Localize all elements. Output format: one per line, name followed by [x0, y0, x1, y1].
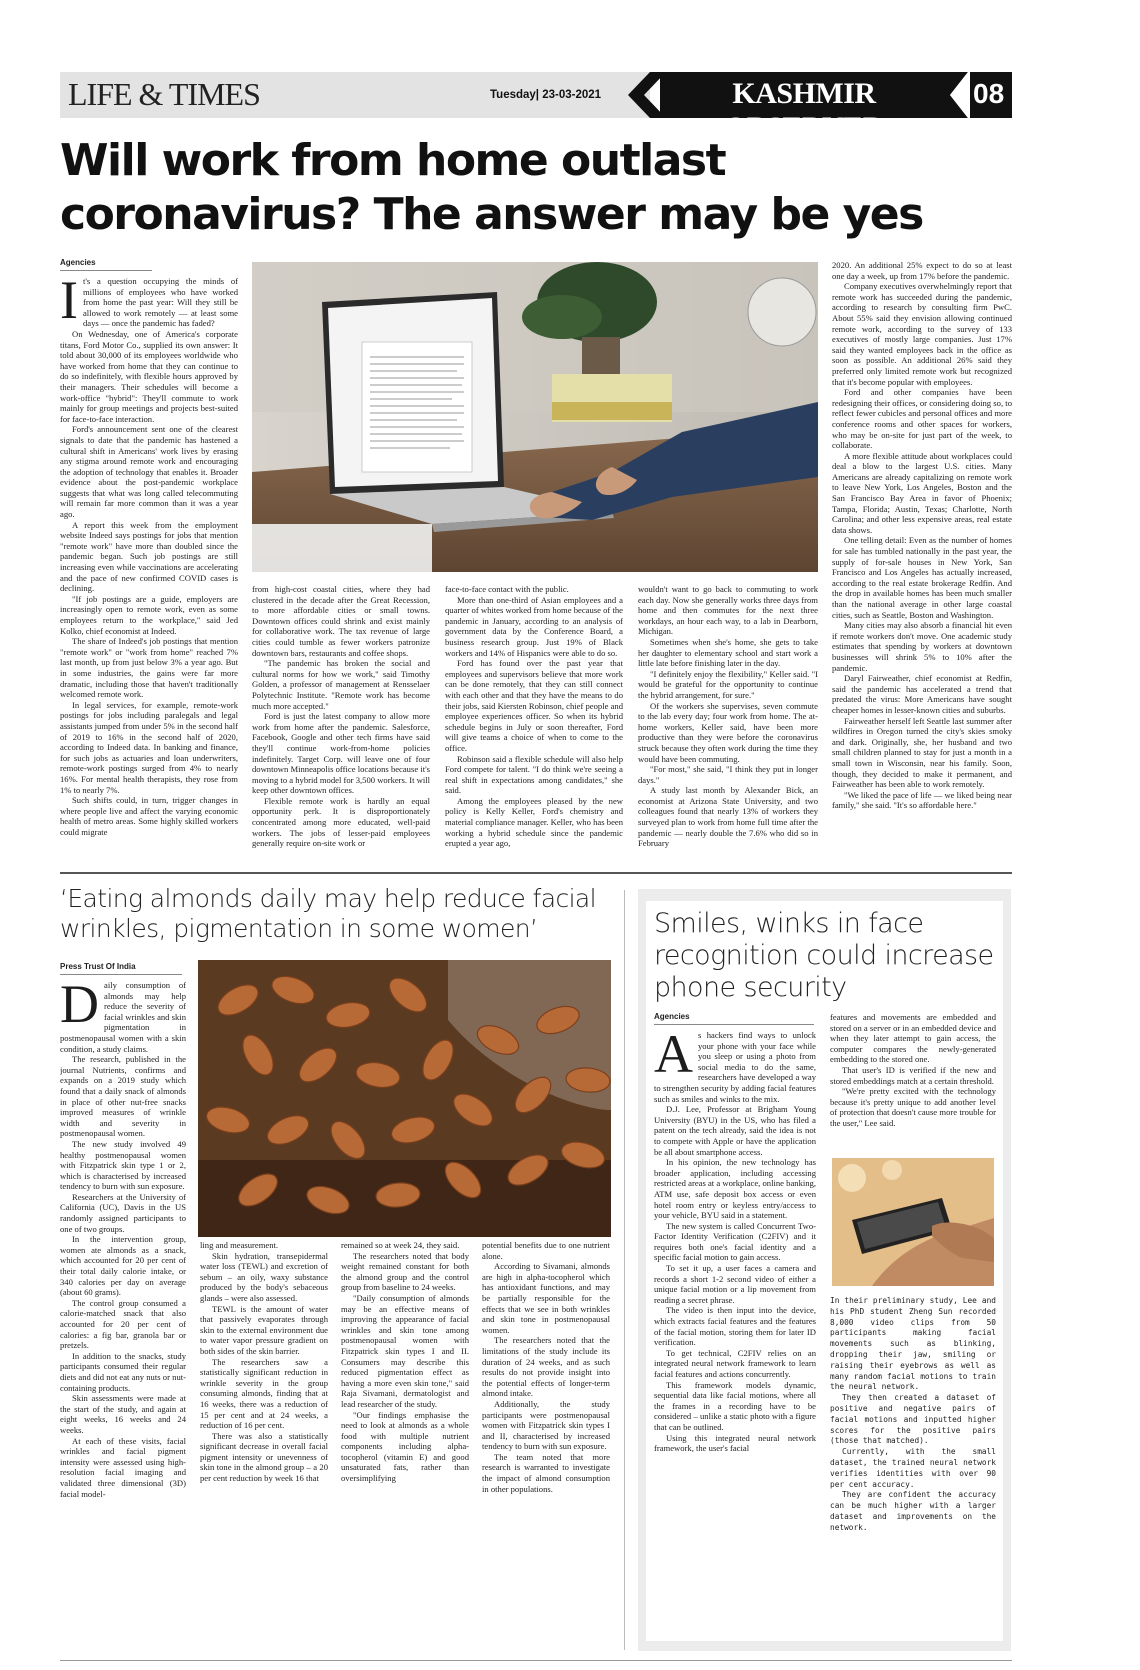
story3-col1-para: The new system is called Concurrent Two-Factor Identity Verification (C2FIV) and it requires both one's facial identity and a specific facial motion to gain access. — [654, 1220, 816, 1263]
story2-col4-para: potential benefits due to one nutrient alone. — [482, 1240, 610, 1261]
story1-col2-para: "The pandemic has broken the social and cultural norms for how we work," said Timothy Golden, a professor of management at Rensselaer Polytechnic Institute. "Remote work has become much more accepted." — [252, 658, 430, 711]
story1-col5-para: One telling detail: Even as the number of homes for sale has tumbled nationally in the past year, the supply of for-sale houses in New York, San Francisco and Los Angeles has actually increased, according to the real estate brokerage Redfin. And the drop in available homes has been much smaller than the national average in other large coastal cities, such as Seattle, Boston and Washington. — [832, 535, 1012, 620]
column-divider — [624, 890, 625, 1650]
story2-col1-para: In addition to the snacks, study participants consumed their regular diets and did not eat any nuts or nut-containing products. — [60, 1350, 186, 1393]
story3-headline-line1: Smiles, winks in face — [654, 908, 924, 939]
story1-col5-para: Fairweather herself left Seattle last summer after wildfires in Oregon turned the city's skies smoky and dark. Originally, she, her husband and two small children planned to stay for just a month in a small town in Wisconsin, near his family. Soon, though, they decided to make it permanent, and Fairweather has been able to work remotely. — [832, 715, 1012, 790]
story2-headline-line1: ‘Eating almonds daily may help reduce facial — [60, 884, 597, 913]
story1-photo — [252, 262, 818, 572]
story3-col2-para: Currently, with the small dataset, the trained neural network verifies identities with over 90 per cent accuracy. — [830, 1447, 996, 1489]
story1-headline-line2: coronavirus? The answer may be yes — [60, 189, 923, 240]
story2-col1 — [60, 980, 186, 1652]
story1-col4-para: "I definitely enjoy the flexibility," Keller said. "I would be grateful for the opportunity to continue the hybrid arrangement, for sure." — [638, 668, 818, 700]
story3-photo — [832, 1158, 994, 1286]
story2-dropcap: D — [60, 980, 99, 1034]
story2-col4-para: The team noted that more research is warranted to investigate the impact of almond consumption in other populations. — [482, 1451, 610, 1494]
story2-col4-para: The researchers noted that the limitations of the study include its duration of 24 weeks, and as such results do not provide insight into the potential effects of longer-term almond intake. — [482, 1335, 610, 1399]
story3-col1-para: To set it up, a user faces a camera and records a short 1-2 second video of either a unique facial motion or a lip movement from reading a secret phrase. — [654, 1263, 816, 1305]
story1-col1-para: In legal services, for example, remote-work postings for jobs including paralegals and legal assistants jumped from under 5% in the second half of 2019 to 16% in the second half of 2020, according to Indeed data. In banking and finance, for such jobs as actuaries and loan underwriters, remote-work postings surged from 4% to nearly 16%. For mental health therapists, they rose from 1% to nearly 7%. — [60, 699, 238, 795]
story2-col4 — [482, 1240, 610, 1652]
story1-col5-para: Many cities may also absorb a financial hit even if remote workers don't move. One academic study estimates that spending by workers at downtown businesses will shrink 5% to 10% after the pandemic. — [832, 620, 1012, 673]
story3-headline-line3: phone security — [654, 972, 847, 1003]
story1-col1-para: On Wednesday, one of America's corporate titans, Ford Motor Co., supplied its own answer: It told about 30,000 of its employees worldwide who have worked from home that they can continue to do so indefinitely, with flexible hours approved by their managers. Their schedules will become a work-office "hybrid": They'll commute to work mainly for group meetings and projects best-suited for face-to-face interaction. — [60, 328, 238, 424]
story3-dropcap: A — [654, 1030, 693, 1084]
story1-col4-para: "For most," she said, "I think they put in longer days." — [638, 764, 818, 785]
story1-col2-para: Ford is just the latest company to allow more work from home after the pandemic. Salesforce, Facebook, Google and other tech firms have said they'll continue work-from-home policies indefinitely. Target Corp. will leave one of four downtown Minneapolis office locations because it's moving to a hybrid model for 3,500 workers. It will keep other downtown offices. — [252, 711, 430, 796]
story3-col2-para: "We're pretty excited with the technology because it's pretty unique to add another level of protection that doesn't cause more trouble for the user," Lee said. — [830, 1086, 996, 1128]
story1-col1-para: t's a question occupying the minds of millions of employees who have worked from home the past year: Will they still be allowed to work remotely — at least some days — once the pandemic has faded? — [82, 276, 238, 329]
story1-col4-para: wouldn't want to go back to commuting to work each day. Now she generally works three days from home and then commutes for the next three workdays, an hour each way, to a lab in Dearborn, Michigan. — [638, 584, 818, 637]
story1-col3 — [445, 584, 623, 878]
story1-col5 — [832, 260, 1012, 878]
page-number: 08 — [973, 78, 1005, 109]
story2-col3-para: "Daily consumption of almonds may be an effective means of improving the appearance of facial wrinkles and skin tone among postmenopausal women with Fitzpatrick skin types I and II. Consumers may describe this reduced pigmentation effect as having a more even skin tone," said Raja Sivamani, dermatologist and lead researcher of the study. — [341, 1292, 469, 1409]
story2-photo — [198, 960, 611, 1237]
story2-col2 — [200, 1240, 328, 1652]
story3-col2-para: They then created a dataset of positive and negative pairs of facial motions and inputted higher scores for the positive pairs (those that matched). — [830, 1393, 996, 1446]
story1-col3-para: Among the employees pleased by the new policy is Kelly Keller, Ford's chemistry and material compliance manager. Keller, who has been working a hybrid schedule since the pandemic erupted a year ago, — [445, 795, 623, 849]
story2-col4-para: According to Sivamani, almonds are high in alpha-tocopherol which has antioxidant functions, and may be partially responsible for the effects that we see in both wrinkles and skin tone in postmenopausal women. — [482, 1261, 610, 1335]
story1-col4-para: A study last month by Alexander Bick, an economist at Arizona State University, and two colleagues found that nearly 13% of workers they surveyed plan to work from home full time after the pandemic — nearly double the 7.6% who did so in February — [638, 785, 818, 849]
story2-col1-para: The new study involved 49 healthy postmenopausal women with Fitzpatrick skin type 1 or 2, which is characterised by increased tendency to burn with sun exposure. — [60, 1138, 186, 1192]
smartphone-photo-icon — [832, 1158, 994, 1286]
story3-col2-bottom — [830, 1296, 996, 1638]
story2-col2-para: TEWL is the amount of water that passively evaporates through skin to the external environment due to water vapor pressure gradient on both sides of the skin barrier. — [200, 1303, 328, 1356]
story1-col5-para: 2020. An additional 25% expect to do so at least one day a week, up from 17% before the pandemic. — [832, 260, 1012, 281]
story1-col5-para: Ford and other companies have been redesigning their offices, or considering doing so, to reflect fewer cubicles and personal offices and more conference rooms and other spaces for workers, who may be on-site for just part of the week, to collaborate. — [832, 387, 1012, 451]
story2-col3 — [341, 1240, 469, 1652]
story2-col3-para: remained so at week 24, they said. — [341, 1240, 460, 1250]
story2-col3-para: The researchers noted that body weight remained constant for both the almond group and the control group from baseline to 24 weeks. — [341, 1250, 469, 1293]
page-bottom-rule — [60, 1660, 1012, 1661]
story2-col2-para: Skin hydration, transepidermal water loss (TEWL) and excretion of sebum – an oily, waxy substance produced by the body's sebaceous glands – were also assessed. — [200, 1250, 328, 1303]
section-title: LIFE & TIMES — [68, 76, 260, 112]
story1-col5-para: Company executives overwhelmingly report that remote work has succeeded during the pandemic, according to research by consulting firm PwC. About 55% said they envision allowing continued remote work, according to the survey of 133 executives of mostly large companies. Just 17% said they wanted employees back in the office as soon as possible. An additional 26% said they preferred only limited remote work but recognized that it's become popular with employees. — [832, 281, 1012, 387]
story2-headline — [60, 884, 620, 944]
story2-col1-para: Skin assessments were made at the start of the study, and again at eight weeks, 16 weeks and 24 weeks. — [60, 1393, 186, 1435]
story1-headline — [60, 134, 1040, 242]
story2-byline: Press Trust Of India — [60, 962, 182, 975]
story3-col1 — [654, 1030, 816, 1638]
story1-col1 — [60, 276, 238, 878]
story1-col4-para: Sometimes when she's home, she gets to take her daughter to elementary school and start work a little late before finishing later in the day. — [638, 636, 818, 669]
story1-col2-para: from high-cost coastal cities, where they had clustered in the decade after the Great Recession, to more affordable cities or small towns. Downtown offices could shrink and exist mainly for collaborative work. The tax revenue of large cities could tumble as fewer workers patronize downtown bars, restaurants and coffee shops. — [252, 584, 430, 658]
story3-headline-line2: recognition could increase — [654, 940, 994, 971]
story2-col2-para: ling and measurement. — [200, 1240, 279, 1250]
story3-col1-para: To get technical, C2FIV relies on an integrated neural network framework to learn facial features and actions concurrently. — [654, 1347, 816, 1379]
story1-col1-para: A report this week from the employment website Indeed says postings for jobs that mention "remote work" have more than doubled since the pandemic began. Such job postings are still increasing even while vaccinations are accelerating and the pace of new confirmed COVID cases is declining. — [60, 519, 238, 594]
story2-col1-para: At each of these visits, facial wrinkles and facial pigment intensity were assessed using high-resolution facial imaging and validated three dimensional (3D) facial model- — [60, 1435, 186, 1499]
story2-headline-line2: wrinkles, pigmentation in some women’ — [60, 914, 538, 943]
story1-col3-para: face-to-face contact with the public. — [445, 584, 569, 594]
story2-col1-para: aily consumption of almonds may help reduce the severity of facial wrinkles and skin pigmentation in postmenopausal women with a skin condition, a study claims. — [60, 980, 186, 1054]
story1-dropcap: I — [60, 276, 78, 330]
story1-col5-para: Daryl Fairweather, chief economist at Redfin, said the pandemic has accelerated a trend that predated the virus: More Americans have sought cheaper homes in lesser-known cities and suburbs. — [832, 673, 1012, 715]
story3-col1-para: D.J. Lee, Professor at Brigham Young University (BYU) in the US, who has filed a patent on the tech already, said the idea is not to compete with Apple or have the application be all about smartphone access. — [654, 1104, 816, 1157]
story3-headline — [654, 908, 1004, 1004]
story1-col5-para: A more flexible attitude about workplaces could deal a blow to the largest U.S. cities. Many Americans are already capitalizing on remote work to leave New York, Los Angeles, Boston and the San Francisco Bay Area in favor of Phoenix; Tampa, Florida; Austin, Texas; Charlotte, North Carolina; and other less expensive areas, real estate data shows. — [832, 450, 1012, 535]
story1-col1-para: "If job postings are a guide, employers are increasingly open to remote work, even as some employees return to the workplace," said Jed Kolko, chief economist at Indeed. — [60, 593, 238, 636]
story1-col1-para: The share of Indeed's job postings that mention "remote work" or "work from home" reached 7% last month, up from just below 3% a year ago. But in some industries, the gains were far more dramatic, including those that haven't traditionally welcomed remote work. — [60, 636, 238, 700]
story3-col2-top — [830, 1012, 996, 1152]
story2-col1-para: The research, published in the journal Nutrients, confirms and expands on a 2019 study which found that a daily snack of almonds in place of other nut-free snacks improved measures of wrinkle width and severity in postmenopausal women. — [60, 1054, 186, 1139]
masthead — [60, 72, 1012, 144]
story3-col1-para: s hackers find ways to unlock your phone with your face while you sleep or using a photo from social media to do the same, researchers have developed a way to strengthen security by adding facial features such as smiles and winks to the mix. — [654, 1030, 816, 1104]
story1-col4-para: Of the workers she supervises, seven commute to the lab every day; four work from home. The at-home workers, Keller said, have been more productive than they were before the coronavirus struck because they often work during the time they would have been commuting. — [638, 700, 818, 764]
almonds-photo-icon — [198, 960, 611, 1237]
story1-col3-para: More than one-third of Asian employees and a quarter of whites worked from home because of the pandemic in January, according to an analysis of government data by the Conference Board, a business research group. Just 19% of Black workers and 14% of Hispanics were able to do so. — [445, 594, 623, 658]
story1-col2 — [252, 584, 430, 878]
story3-col1-para: This framework models dynamic, sequential data like facial motions, where all the frames in a recording have to be considered – unlike a static photo with a figure that can be outlined. — [654, 1379, 816, 1432]
story3-col1-para: In his opinion, the new technology has broader application, including accessing restricted areas at a workplace, online banking, ATM use, safe deposit box access or even hotel room entry or keyless entry/access to your vehicle, BYU said in a statement. — [654, 1157, 816, 1221]
story1-col3-para: Ford has found over the past year that employees and supervisors believe that more work can be done remotely, that they can still connect with each other and that they have the means to do their jobs, said Kiersten Robinson, chief people and employee experiences officer. So when its hybrid schedule begins in July or soon thereafter, Ford will give teams a choice of when to come to the office. — [445, 658, 623, 753]
story2-col1-para: The control group consumed a calorie-matched snack that also accounted for 20 per cent of calories: a fig bar, granola bar or pretzels. — [60, 1297, 186, 1351]
story3-col2-para: In their preliminary study, Lee and his PhD student Zheng Sun recorded 8,000 video clips from 50 participants making facial movements such as blinking, dropping their jaw, smiling or raising their eyebrows as well as many random facial motions to train the neural network. — [830, 1296, 996, 1392]
story3-col2-para: They are confident the accuracy can be much higher with a larger dataset and improvements on the network. — [830, 1490, 996, 1532]
issue-date: Tuesday| 23-03-2021 — [490, 89, 602, 101]
story2-col2-para: There was also a statistically significant decrease in overall facial pigment intensity or unevenness of skin tone in the almond group – a 20 per cent reduction by week 16 that — [200, 1430, 328, 1484]
paper-name: KASHMIR OBSERVER — [724, 77, 884, 144]
story2-col2-para: The researchers saw a statistically significant reduction in wrinkle severity in the group consuming almonds, finding that at 16 weeks, there was a reduction of 15 per cent and at 24 weeks, a reduction of 16 per cent. — [200, 1356, 328, 1431]
story1-col3-para: Robinson said a flexible schedule will also help Ford compete for talent. "I do think we're seeing a real shift in expectations among candidates," she said. — [445, 753, 623, 796]
section-divider — [60, 872, 1012, 874]
story1-col5-para: "We liked the pace of life — we liked being near family," she said. "It's so affordable here." — [832, 789, 1012, 811]
story1-col1-para: Such shifts could, in turn, trigger changes in where people live and affect the varying economic health of metro areas. Some highly skilled workers could migrate — [60, 795, 238, 837]
story1-headline-line1: Will work from home outlast — [60, 135, 726, 186]
story3-col1-para: Using this integrated neural network framework, the user's facial — [654, 1432, 816, 1454]
story2-col4-para: Additionally, the study participants were postmenopausal women with Fitzpatrick skin types I and II, characterised by increased tendency to burn with sun exposure. — [482, 1398, 610, 1452]
story3-col1-para: The video is then input into the device, which extracts facial features and the features of the facial motion, storing them for later ID verification. — [654, 1305, 816, 1348]
story2-col1-para: Researchers at the University of California (UC), Davis in the US randomly assigned participants to one of two groups. — [60, 1191, 186, 1234]
story1-byline: Agencies — [60, 258, 152, 271]
laptop-photo-icon — [252, 262, 818, 572]
story1-col4 — [638, 584, 818, 878]
story1-col2-para: Flexible remote work is hardly an equal opportunity perk. It is disproportionately concentrated among more educated, well-paid workers. The jobs of lesser-paid employees generally require on-site work or — [252, 795, 430, 849]
story3-col2-para: features and movements are embedded and stored on a server or in an embedded device and when they later attempt to gain access, the computer compares the newly-generated embedding to the stored one. — [830, 1012, 996, 1065]
story1-col1-para: Ford's announcement sent one of the clearest signals to date that the pandemic has hastened a cultural shift in Americans' work lives by erasing any stigma around remote work and encouraging the adoption of technology that enables it. Broader evidence about the post-pandemic workplace suggests that what was long called telecommuting will remain far more common than it was a year ago. — [60, 424, 238, 520]
story3-col2-para: That user's ID is verified if the new and stored embeddings match at a certain threshold. — [830, 1064, 996, 1086]
story2-col3-para: "Our findings emphasise the need to look at almonds as a whole food with multiple nutrient components including alpha-tocopherol (vitamin E) and good unsaturated fats, rather than oversimplifying — [341, 1409, 469, 1484]
story2-col1-para: In the intervention group, women ate almonds as a snack, which accounted for 20 per cent of their total daily calorie intake, or 340 calories per day on average (about 60 grams). — [60, 1234, 186, 1298]
story3-byline: Agencies — [654, 1012, 814, 1025]
